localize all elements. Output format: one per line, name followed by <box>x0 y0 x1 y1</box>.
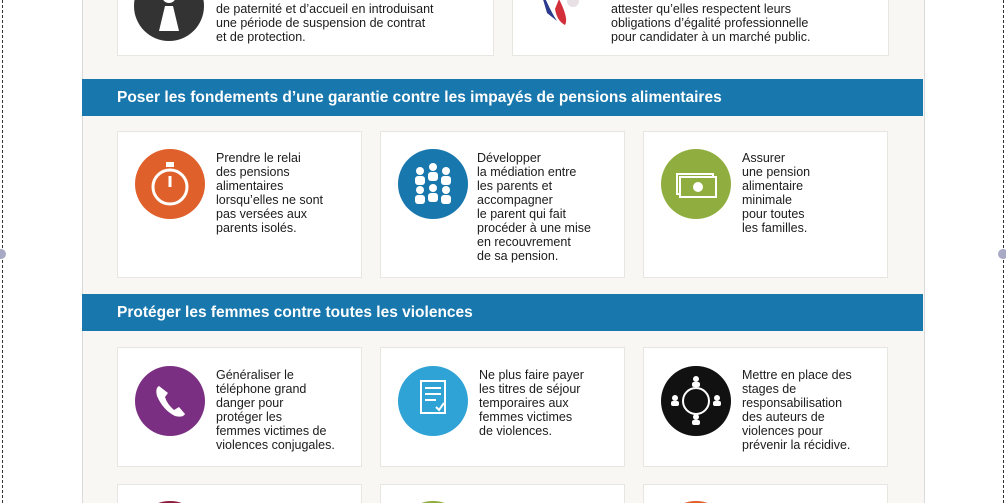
card-relai-pensions <box>117 131 362 278</box>
card-titres-sejour <box>380 347 625 467</box>
card-text: Généraliser le téléphone grand danger pour protéger les femmes victimes de violences conjugales. <box>216 368 335 452</box>
bottom-partial-card <box>643 484 888 503</box>
top-card-text: attester qu’elles respectent leurs obligations d’égalité professionnelle pour candidater à un marché public. <box>611 2 811 44</box>
card-pension-minimale <box>643 131 888 278</box>
card-text: Développer la médiation entre les parents et accompagner le parent qui fait procéder à une mise en recouvrement de sa pension. <box>477 151 591 263</box>
card-text: Assurer une pension alimentaire minimale pour toutes les familles. <box>742 151 811 235</box>
phone-icon <box>135 366 205 436</box>
people-group-icon <box>398 149 468 219</box>
document-icon <box>398 366 468 436</box>
top-card-marianne <box>512 0 889 56</box>
card-telephone-grand-danger <box>117 347 362 467</box>
bottom-partial-card <box>380 484 625 503</box>
card-text: Ne plus faire payer les titres de séjour temporaires aux femmes victimes de violences. <box>479 368 584 438</box>
top-card-paternity <box>117 0 494 56</box>
stopwatch-icon <box>135 149 205 219</box>
banknote-icon <box>661 149 731 219</box>
card-stages-responsabilisation <box>643 347 888 467</box>
bottom-partial-card <box>117 484 362 503</box>
card-text: Mettre en place des stages de responsabilisation des auteurs de violences pour prévenir la récidive. <box>742 368 852 452</box>
card-mediation <box>380 131 625 278</box>
resize-handle-right[interactable] <box>998 249 1006 259</box>
woman-figure-icon <box>134 0 204 41</box>
card-text: Prendre le relai des pensions alimentaires lorsqu’elles ne sont pas versées aux parents isolés. <box>216 151 324 235</box>
marianne-logo-icon <box>529 0 599 39</box>
resize-handle-left[interactable] <box>0 249 6 259</box>
section-header-pensions: Poser les fondements d’une garantie contre les impayés de pensions alimentaires <box>82 79 923 116</box>
meeting-table-icon <box>661 366 731 436</box>
top-card-text: de paternité et d’accueil en introduisant une période de suspension de contrat et de protection. <box>216 2 434 44</box>
section-header-violences: Protéger les femmes contre toutes les violences <box>82 294 923 331</box>
